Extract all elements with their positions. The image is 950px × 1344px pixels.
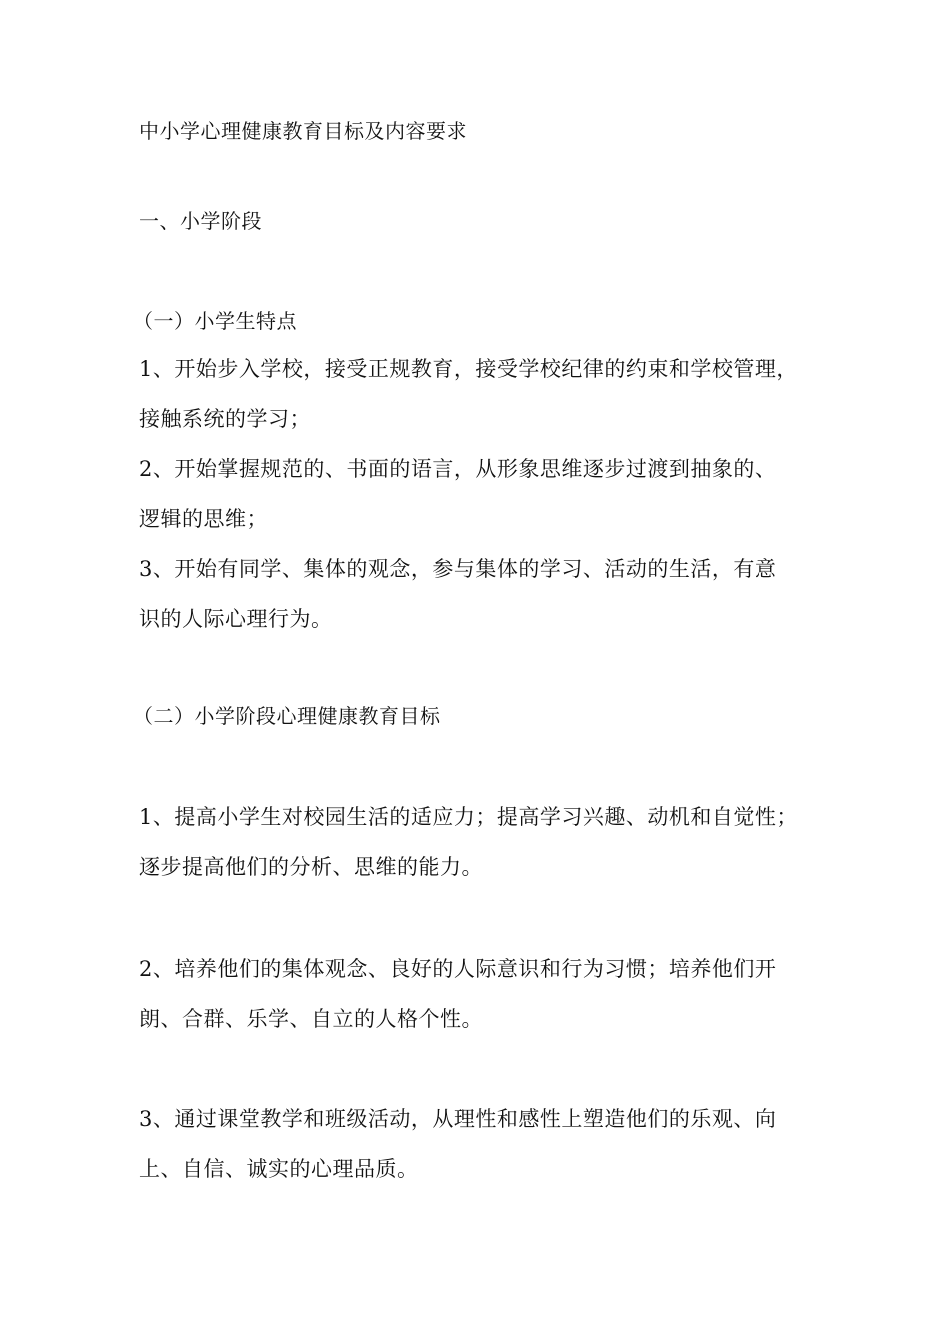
goal-3-line-2: 上、自信、诚实的心理品质。 (139, 1157, 419, 1181)
goal-1-line-1: 1、提高小学生对校园生活的适应力；提高学习兴趣、动机和自觉性； (139, 805, 798, 829)
subsection-heading-student-characteristics: （一）小学生特点 (133, 309, 297, 333)
feature-3-line-1: 3、开始有同学、集体的观念，参与集体的学习、活动的生活，有意 (139, 557, 777, 581)
feature-1-line-1: 1、开始步入学校，接受正规教育，接受学校纪律的约束和学校管理， (139, 357, 798, 381)
goal-2-line-1: 2、培养他们的集体观念、良好的人际意识和行为习惯；培养他们开 (139, 957, 777, 981)
section-heading-primary-stage: 一、小学阶段 (139, 209, 262, 233)
feature-3-line-2: 识的人际心理行为。 (139, 607, 333, 631)
goal-3-line-1: 3、通过课堂教学和班级活动，从理性和感性上塑造他们的乐观、向 (139, 1107, 777, 1131)
goal-1-line-2: 逐步提高他们的分析、思维的能力。 (139, 855, 483, 879)
feature-2-line-2: 逻辑的思维； (139, 507, 268, 531)
subsection-heading-education-goals: （二）小学阶段心理健康教育目标 (133, 704, 441, 728)
goal-2-line-2: 朗、合群、乐学、自立的人格个性。 (139, 1007, 483, 1031)
document-title: 中小学心理健康教育目标及内容要求 (139, 119, 467, 143)
feature-1-line-2: 接触系统的学习； (139, 407, 311, 431)
feature-2-line-1: 2、开始掌握规范的、书面的语言，从形象思维逐步过渡到抽象的、 (139, 457, 777, 481)
